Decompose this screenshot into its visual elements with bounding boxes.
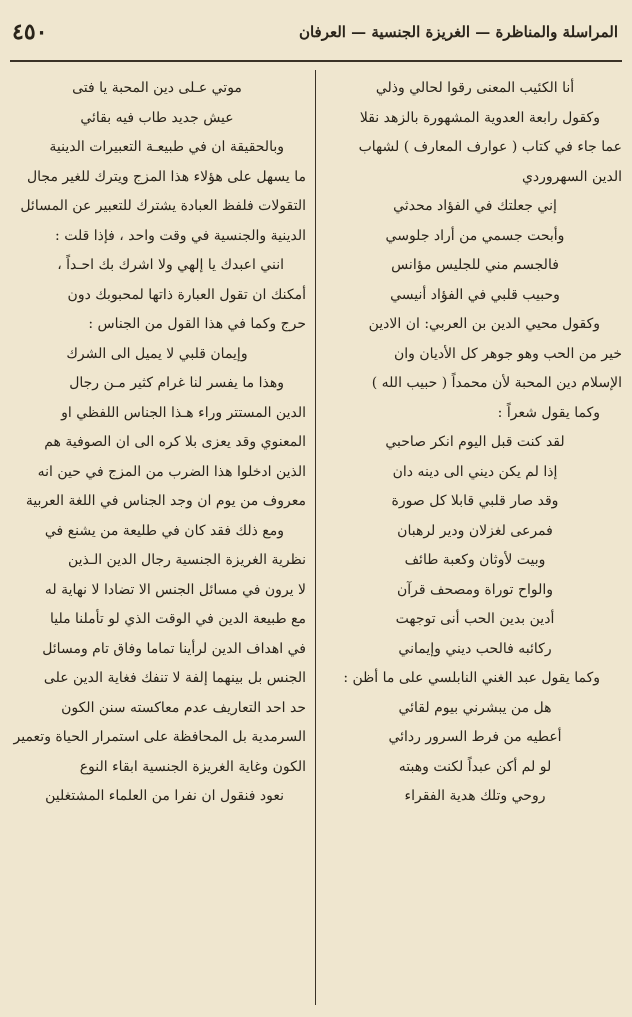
verse-line: موتي عـلى دين المحبة يا فتى xyxy=(72,80,242,96)
verse-line: وحبيب قلبي في الفؤاد أنيسي xyxy=(390,286,560,303)
verse-line: لو لم أكن عبداً لكنت وهبته xyxy=(398,758,552,775)
left-column xyxy=(8,74,306,1007)
right-column xyxy=(328,74,622,1007)
verse-line: إذا لم يكن ديني الى دينه دان xyxy=(392,463,558,480)
verse-line: وأبحت جسمي من أراد جلوسي xyxy=(385,227,565,244)
verse-line: وإيمان قلبي لا يميل الى الشرك xyxy=(66,345,248,362)
verse-line: ركائبه فالحب ديني وإيماني xyxy=(398,640,552,657)
text-line: انني اعبدك يا إلهي ولا اشرك بك احـداً ، xyxy=(57,257,284,273)
text-line: ما يسهل على هؤلاء هذا المزج ويترك للغير مجال xyxy=(26,168,306,185)
running-title: المراسلة والمناظرة — الغريزة الجنسية — العرفان xyxy=(298,23,618,41)
verse-line: وقد صار قلبي قابلا كل صورة xyxy=(391,493,559,509)
text-line: وكقول محيي الدين بن العربي: ان الادين xyxy=(368,316,600,332)
verse-line: عيش جديد طاب فيه بقائي xyxy=(80,109,234,126)
text-line: عما جاء في كتاب ( عوارف المعارف ) لشهاب xyxy=(358,139,622,155)
text-line: وبالحقيقة ان في طبيعـة التعبيرات الدينية xyxy=(49,139,284,155)
text-line: وكقول رابعة العدوية المشهورة بالزهد نقلا xyxy=(359,109,600,126)
text-line: أمكنك ان تقول العبارة ذاتها لمحبوبك دون xyxy=(67,286,306,303)
text-line: معروف من يوم ان وجد الجناس في اللغة العربية xyxy=(25,493,306,509)
text-line: نظرية الغريزة الجنسية رجال الدين الـذين xyxy=(67,552,306,568)
text-line: نعود فنقول ان نفرا من العلماء المشتغلين xyxy=(45,788,284,804)
verse-line: إني جعلتك في الفؤاد محدثي xyxy=(393,198,557,214)
text-line: الجنس بل بينهما إلفة لا تنفك فغاية الدين على xyxy=(43,670,306,686)
text-line: حرج وكما في هذا القول من الجناس : xyxy=(88,316,306,332)
text-line: الدين المستتر وراء هـذا الجناس اللفظي او xyxy=(61,404,306,421)
text-line: حد احد التعاريف عدم معاكسته سنن الكون xyxy=(61,699,306,716)
verse-line: فالجسم مني للجليس مؤانس xyxy=(391,257,559,273)
text-line: الدين السهروردي xyxy=(521,168,622,185)
verse-line: أعطيه من فرط السرور ردائي xyxy=(388,729,562,745)
verse-line: فمرعى لغزلان ودير لرهبان xyxy=(397,522,553,539)
verse-line: لقد كنت قبل اليوم انكر صاحبي xyxy=(385,434,565,450)
verse-line: هل من يبشرني بيوم لقائي xyxy=(398,699,552,716)
text-line: في اهداف الدين لرأينا تماما وفاق تام ومسائل xyxy=(42,640,306,657)
verse-line: أدين بدين الحب أنى توجهت xyxy=(395,611,555,627)
text-line: وكما يقول عبد الغني النابلسي على ما أظن : xyxy=(343,670,600,686)
text-line: الدينية والجنسية في وقت واحد ، فإذا قلت : xyxy=(55,227,306,244)
header-rule xyxy=(10,60,622,62)
verse-line: روحي وتلك هدية الفقراء xyxy=(404,788,546,804)
text-line: وكما يقول شعراً : xyxy=(497,404,600,421)
page-number: ٤٥٠ xyxy=(12,19,48,45)
column-divider xyxy=(315,70,316,1005)
text-line: الكون وغاية الغريزة الجنسية ابقاء النوع xyxy=(79,758,306,775)
page-header xyxy=(12,8,618,56)
text-line: المعنوي وقد يعزى بلا كره الى ان الصوفية هم xyxy=(44,434,306,450)
text-line: مع طبيعة الدين في الوقت الذي لو تأملنا مليا xyxy=(49,611,306,627)
text-line: وهذا ما يفسر لنا غرام كثير مـن رجال xyxy=(69,375,284,391)
text-line: الإسلام دين المحبة لأن محمداً ( حبيب الله ) xyxy=(371,375,622,391)
verse-line: وبيت لأوثان وكعبة طائف xyxy=(404,552,546,568)
text-line: لا يرون في مسائل الجنس الا تضادا لا نهاية له xyxy=(44,581,306,598)
text-line: خير من الحب وهو جوهر كل الأديان وان xyxy=(394,345,622,362)
text-line: الذين ادخلوا هذا الضرب من المزج في حين انه xyxy=(37,463,306,480)
text-line: ومع ذلك فقد كان في طليعة من يشنع في xyxy=(44,522,284,539)
text-line: التقولات فلفظ العبادة يشترك للتعبير عن المسائل xyxy=(20,198,306,214)
text-line: السرمدية بل المحافظة على استمرار الحياة وتعمير xyxy=(13,729,306,745)
verse-line: والواح توراة ومصحف قرآن xyxy=(396,581,554,598)
verse-line: أنا الكئيب المعنى رقوا لحالي وذلي xyxy=(375,80,575,96)
